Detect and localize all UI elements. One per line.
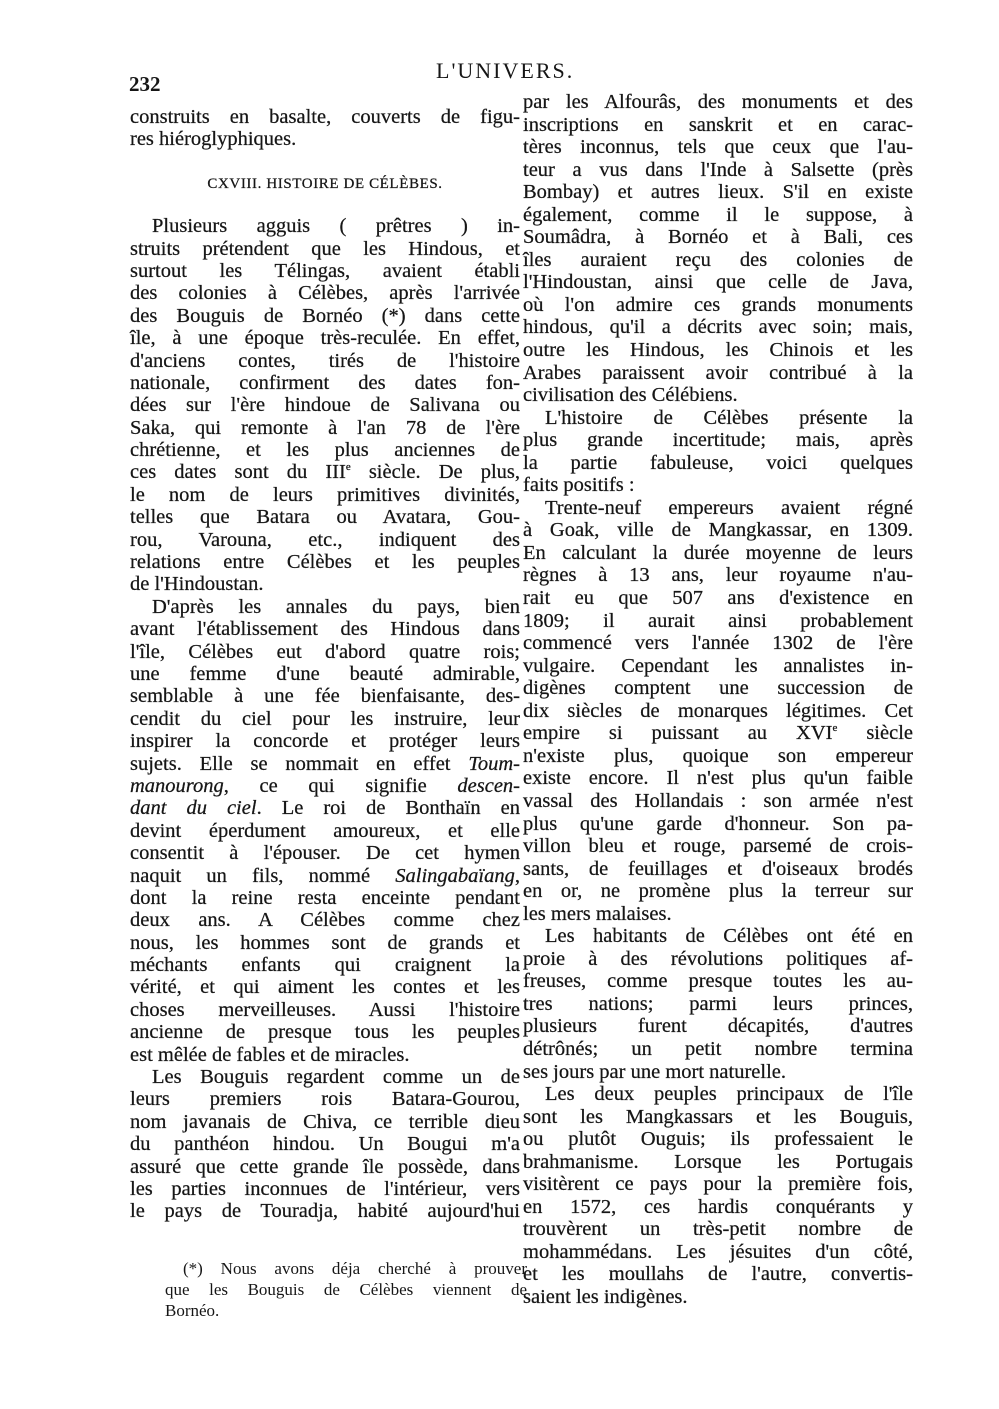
text-run: dont la reine resta enceinte pendant [130,886,520,909]
text-line [130,954,520,976]
left-column [130,106,520,1223]
italic-text: descen- [457,774,520,797]
text-line [130,394,520,416]
text-run: méchants enfants qui craignent la [130,954,520,977]
text-line [130,439,520,461]
text-run: plus grande incertitude; mais, après [523,429,913,452]
text-line [130,106,520,128]
text-line [130,641,520,663]
text-run: avant l'établissement des Hindous dans [130,618,520,641]
text-line [523,519,913,542]
text-run: , ce qui signifie [223,774,458,797]
text-run: du panthéon hindou. Un Bougui m'a [130,1133,520,1156]
page-number: 232 [129,72,161,96]
text-line [523,587,913,610]
text-line [523,880,913,903]
text-line [523,745,913,768]
text-run: Les Bouguis regardent comme un de [152,1066,520,1089]
text-run: D'après les annales du pays, bien [152,595,520,618]
text-run: plusieurs furent décapités, d'autres [523,1015,913,1038]
italic-text: manourong [130,774,224,797]
text-line [130,372,520,394]
text-run: îles auraient reçu des colonies de [523,248,913,271]
text-line [130,461,520,483]
text-line [523,767,913,790]
text-run: sujets. Elle se nommait en effet [130,752,469,775]
text-run: vulgaire. Cependant les annalistes in- [523,654,913,677]
text-line [523,1015,913,1038]
italic-text: Toum- [468,752,520,775]
text-run: détrônés; un petit nombre termina [523,1037,913,1060]
text-line [165,1279,527,1300]
text-run: mohammédans. Les jésuites d'un côté, [523,1240,913,1263]
text-line [130,1178,520,1200]
text-run: rait eu que 507 ans d'existence en [523,587,913,610]
text-run: sants, de feuillages et d'oiseaux brodés [523,857,913,880]
paragraph [523,497,913,925]
text-run: sont les Mangkassars et les Bouguis, [523,1105,913,1128]
text-line [523,429,913,452]
text-run: que les Bouguis de Célèbes viennent de [165,1280,527,1299]
paragraph [130,106,520,151]
text-line [523,204,913,227]
text-run: visitèrent ce pays pour la première fois, [523,1173,913,1196]
text-run: Saka, qui remonte à l'an 78 de l'ère [130,416,520,439]
text-run: dées sur l'ère hindoue de Salivana ou [130,394,520,417]
text-run: outre les Hindous, les Chinois et les [523,339,913,362]
text-line [523,362,913,385]
italic-text: Salingabaïang [395,864,515,887]
text-line [523,835,913,858]
text-run: L'histoire de Célèbes présente la [545,406,913,429]
text-line [130,753,520,775]
superscript: e [832,722,838,735]
text-run: de l'Hindoustan. [130,573,264,596]
text-run: Bombay) et autres lieux. S'il en existe [523,181,913,204]
text-line [523,271,913,294]
text-line [523,136,913,159]
text-run: trouvèrent un très-petit nombre de [523,1218,913,1241]
text-run: saient les indigènes. [523,1285,688,1308]
text-line [523,1151,913,1174]
text-run: en or, ne promène plus la terreur sur [523,880,913,903]
text-line [165,1258,527,1279]
text-line [130,909,520,931]
text-line [523,677,913,700]
text-run: siècle [837,722,913,745]
paragraph [130,1066,520,1223]
text-line [130,1133,520,1155]
text-line [130,887,520,909]
paragraph [523,925,913,1083]
text-run: empire si puissant au XVI [523,722,833,745]
text-run: par les Alfourâs, des monuments et des [523,91,913,113]
text-run: tères inconnus, tels que ceux que l'au- [523,136,913,159]
text-run: des Bouguis de Bornéo (*) dans cette [130,304,520,327]
text-line [165,1300,527,1321]
text-line [130,417,520,439]
text-line [523,249,913,272]
italic-text: dant du ciel [130,797,257,820]
text-line [130,1111,520,1133]
text-line [523,1083,913,1106]
text-run: n'existe plus, quoique son empereur [523,744,913,767]
footnote [165,1258,527,1321]
text-run: 1809; il aurait ainsi probablement [523,609,913,632]
text-run: teur a vus dans l'Inde à Salsette (près [523,158,913,181]
paragraph [523,1083,913,1308]
text-line [130,1066,520,1088]
text-line [130,708,520,730]
text-run: chrétienne, et les plus anciennes de [130,439,520,462]
text-run: où l'on admire ces grands monuments [523,293,913,316]
text-run: plus qu'une garde d'honneur. Son pa- [523,812,913,835]
text-run: freuses, comme presque toutes les au- [523,970,913,993]
text-run: l'Hindoustan, ainsi que celle de Java, [523,271,913,294]
text-line [523,1173,913,1196]
text-run: choses merveilleuses. Aussi l'histoire [130,998,520,1021]
text-line [523,1061,913,1084]
text-line [130,238,520,260]
text-line [130,128,520,150]
text-line [130,350,520,372]
text-line [523,700,913,723]
text-run: Plusieurs agguis ( prêtres ) in- [152,215,520,238]
text-line [523,1106,913,1129]
text-line [523,1218,913,1241]
text-line [523,632,913,655]
text-line [523,159,913,182]
section-heading: CXVIII. HISTOIRE DE CÉLÈBES. [207,175,443,192]
text-run: , [514,864,520,887]
text-line [523,610,913,633]
text-run: ancienne de presque tous les peuples [130,1021,520,1044]
text-line [130,1021,520,1043]
text-run: En calculant la durée moyenne de leurs [523,541,913,564]
text-run: Bornéo. [165,1301,220,1320]
text-run: les mers malaises. [523,902,672,925]
text-run: l'île, Célèbes eut d'abord quatre rois; [130,640,520,663]
text-line [130,1044,520,1066]
text-line [523,1263,913,1286]
text-line [130,573,520,595]
text-line [523,474,913,497]
text-run: leurs premiers rois Batara-Gourou, [130,1088,520,1111]
text-run: île, à une époque très-reculée. En effet, [130,327,520,350]
text-run: nationale, confirment des dates fon- [130,371,520,394]
text-line [523,542,913,565]
text-line [130,999,520,1021]
text-line [130,842,520,864]
text-run: Les habitants de Célèbes ont été en [545,925,913,948]
text-line [523,1286,913,1309]
text-run: struits prétendent que les Hindous, et [130,237,520,260]
text-run: . Le roi de Bonthaïn en [256,797,520,820]
text-run: les parties inconnues de l'intérieur, vers [130,1177,520,1200]
text-line [130,976,520,998]
text-run: surtout les Télingas, avaient établi [130,259,520,282]
text-run: hindous, qu'il a décrits avec soin; mais, [523,316,913,339]
text-run: vassal des Hollandais : son armée n'est [523,789,913,812]
text-run: Soumâdra, à Bornéo et à Bali, ces [523,226,913,249]
text-run: Arabes paraissent avoir contribué à la [523,361,913,384]
text-line [523,1196,913,1219]
text-run: brahmanisme. Lorsque les Portugais [523,1150,913,1173]
text-line [523,294,913,317]
text-run: nom javanais de Chiva, ce terrible dieu [130,1110,520,1133]
text-run: nous, les hommes sont de grands et [130,931,520,954]
text-run: cendit du ciel pour les instruire, leur [130,707,520,730]
text-line [523,452,913,475]
text-run: ou plutôt Ouguis; ils professaient le [523,1128,913,1151]
text-line [523,226,913,249]
text-line [130,932,520,954]
text-run: vérité, et qui aiment les contes et les [130,976,520,999]
text-line [523,91,913,114]
paragraph [523,91,913,407]
paragraph [130,215,520,596]
text-run: rou, Varouna, etc., indiquent des [130,528,520,551]
text-line [130,506,520,528]
text-line [130,663,520,685]
text-run: ses jours par une mort naturelle. [523,1060,787,1083]
text-run: faits positifs : [523,474,635,497]
text-run: ces dates sont du III [130,461,346,484]
text-run: Trente-neuf empereurs avaient régné [545,496,913,519]
text-line [130,1088,520,1110]
text-line [523,407,913,430]
text-line [523,1128,913,1151]
text-line [523,813,913,836]
text-line [130,685,520,707]
text-line [130,596,520,618]
text-run: est mêlée de fables et de miracles. [130,1043,410,1066]
paragraph [523,407,913,497]
text-line [523,1038,913,1061]
text-run: proie à des révolutions politiques af- [523,947,913,970]
text-run: le nom de leurs primitives divinités, [130,483,520,506]
text-run: inspirer la concorde et protéger leurs [130,730,520,753]
text-run: en 1572, ces hardis conquérants y [523,1195,913,1218]
text-line [523,925,913,948]
text-run: existe encore. Il n'est plus qu'un faible [523,767,913,790]
text-run: villon bleu et rouge, parsemé de crois- [523,835,913,858]
right-column [523,91,913,1309]
text-line [130,529,520,551]
text-run: siècle. De plus, [350,461,520,484]
text-line [523,858,913,881]
text-line [523,790,913,813]
text-run: assuré que cette grande île possède, dans [130,1155,520,1178]
text-line [130,551,520,573]
text-line [130,865,520,887]
text-run: deux ans. A Célèbes comme chez [130,909,520,932]
text-line [130,618,520,640]
text-run: semblable à une fée bienfaisante, des- [130,685,520,708]
text-line [130,775,520,797]
text-line [523,1241,913,1264]
text-line [130,820,520,842]
text-line [130,260,520,282]
text-line [130,484,520,506]
text-line [523,903,913,926]
text-run: commencé vers l'année 1302 de l'ère [523,632,913,655]
text-run: une femme d'une beauté admirable, [130,663,520,685]
running-title: L'UNIVERS. [436,58,575,83]
text-run: le pays de Touradja, habité aujourd'hui [130,1200,520,1223]
text-line [130,305,520,327]
text-line [130,327,520,349]
text-run: construits en basalte, couverts de figu- [130,106,520,128]
text-run: et les moullahs de l'autre, convertis- [523,1263,913,1286]
text-run: relations entre Célèbes et les peuples [130,551,520,574]
text-run: digènes comptent une succession de [523,677,913,700]
superscript: e [345,461,351,474]
text-run: tres nations; parmi leurs princes, [523,992,913,1015]
text-line [523,655,913,678]
text-line [523,497,913,520]
text-line [523,316,913,339]
text-run: consentit à l'épouser. De cet hymen [130,842,520,865]
text-line [130,1200,520,1222]
text-run: naquit un fils, nommé [130,864,396,887]
text-run: Les deux peuples principaux de l'île [545,1083,913,1106]
text-line [523,384,913,407]
text-line [130,730,520,752]
paragraph [130,596,520,1066]
text-run: inscriptions en sanskrit et en carac- [523,113,913,136]
text-line [130,215,520,237]
text-line [523,948,913,971]
text-line [523,722,913,745]
text-run: d'anciens contes, tirés de l'histoire [130,349,520,372]
text-line [523,970,913,993]
text-run: règnes à 13 ans, leur royaume n'au- [523,564,913,587]
text-run: res hiéroglyphiques. [130,128,297,151]
text-line [130,797,520,819]
text-run: civilisation des Célébiens. [523,384,738,407]
text-line [523,114,913,137]
text-line [130,282,520,304]
text-line [523,181,913,204]
text-run: devint éperdument amoureux, et elle [130,819,520,842]
text-run: telles que Batara ou Avatara, Gou- [130,506,520,529]
text-run: la partie fabuleuse, voici quelques [523,451,913,474]
text-line [523,339,913,362]
text-run: dix siècles de monarques légitimes. Cet [523,699,913,722]
text-run: également, comme il le suppose, à [523,203,913,226]
text-run: à Goak, ville de Mangkassar, en 1309. [523,519,913,542]
text-run: des colonies à Célèbes, après l'arrivée [130,282,520,305]
text-line [130,1156,520,1178]
text-line [523,993,913,1016]
text-line [523,564,913,587]
text-run: (*) Nous avons déja cherché à prouver [183,1259,527,1278]
